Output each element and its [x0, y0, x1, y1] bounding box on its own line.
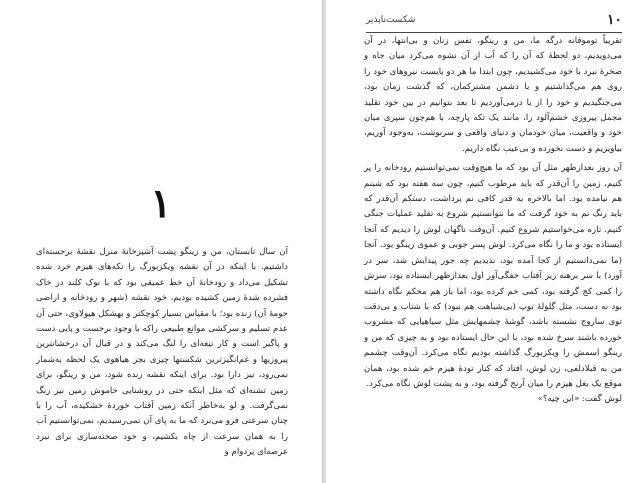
- left-page-body: [36, 245, 288, 458]
- right-page-body: [364, 34, 622, 476]
- right-paragraph: آن روز بعدازظهر مثل آن بود که ما هیچ‌وقت نمی‌توانستیم رودخانه را پر کنیم، زمین را آن‌قدر که باید مرطوب کنیم، چون سه هفته بود که شبنم هم نیامده بود. اما بالاخره به قدر کافی نم برداشت، دستکم آن‌قدر که باید رنگ نم به خود گرفت که ما نتوانستیم شروع به تقلید عملیات جنگی کنیم. تازه می‌خواستیم شروع کنیم. آن‌وقت ناگهان لوش را دیدیم که آنجا ایستاده بود و ما را نگاه می‌کرد. لوش پسر جوبی و عموی رینگو بود. آنجا (ما نمی‌دانستیم از کجا آمده بود، ندیدیم چه جور پیدایش شد، سر در آورد) با سر برهنه زیر آفتاب خفگی‌آور اول بعدازظهر ایستاده بود، سرش را کمی کج گرفته بود، کمی خم کرده بود، اما باز هم محکم نگاه داشته بود نه دست، مثل گلولهٔ توپ (بی‌شباهت هم نبود) که با شتاب و بی‌دقت توی ساروج نشسته باشد، گوشهٔ چشمهایش مثل سیاهیایی که مشروب خورده باشند سرخ شده بود، با این حال ایستاده بود و به چیزی که من و رینگو اسمش را ویکزبورگ گذاشته بودیم نگاه می‌کرد. آن‌وقت چشمم من به قبلادلفی، زن لوش، افتاد که کنار تودهٔ هیزم خم شده بود، همان موقع یک بغل هیزم را میان آرنج گرفته بود، و به پشت لوش نگاه می‌کرد.: [364, 163, 622, 389]
- chapter-number: ۱: [150, 180, 172, 227]
- left-paragraph: آن سال تابستان، من و رینگو پشت آشپزخانهٔ منزل نقشهٔ برجسته‌ای داشتیم. با اینکه در آن نقشه ویکزبورگ را تکه‌های هیزم خرد شده تشکیل می‌داد و رودخانهٔ آن خط عمیقی بود که با نوک کلند در خاک فشرده شدهٔ زمین کشیده بودیم، خود نقشه (شهر و رودخانه و اراضی حومهٔ آن) زنده بود؛ با مقیاس بسیار کوچکتر و بهشکل هیولاوی، حتی آن عدم تسلیم و سرکشی موانع طبیعی راکه با وجود برجست و پایی دست و پاگیر است و کار تیغه‌ای را لنگ می‌کند و در قبال آن درخشانترین پیروزیها و غم‌انگیزترین شکستها چیزی بجز هیاهوی یک لحظه به‌شمار نمی‌رود، نیز دارا بود. برای اینکه نقشه زنده شود، من و رینگو، برای زمین تشنه‌ای که مثل اینکه حتی در روشنایی خاموش زمین نیز رنگ نمی‌گرفت. و لو به‌خاطر آنکه زمین آفتاب خوردهٔ خشکیده، آب را با چنان سرعتی فرو می‌برد که ما به پای آن نمی‌رسیدیم، نمی‌توانستیم آب را به همان سرعت از چاه بکشیم، و خود صحنه‌سازی برای نبرد عرصه‌ای پردوام و: [36, 247, 288, 458]
- page-header: [366, 10, 622, 33]
- right-paragraph: تقریباً توموفانه درگه ما، من و رینگو، تفس زنان و بی‌انتها، در آن می‌دویدیم، دو لحظهٔ که آن را که آب از آن نشوه می‌کرد میان جاه و صخرهٔ نیرد با خود می‌کشیدیم، چون ابتدا ما هر دو بایست نیروهای خود را روی هم می‌گذاشتیم و با دشمن مشترکمان، که گذشت زمان بود، می‌جنگیدیم و خود را از یا درمی‌آوردیم تا بعد بتوانیم در بین خود تقلید مجمل پیروزی خشم‌آلود را، مانند یک تکه پارچه، با هم‌چون سپری میان خود و واقعیت، میان خودمان و دنیای واقعی و سرنوشت، به‌وجود آوریم، بیاویزیم و دست نخورده و بی‌عیب نگاه داریم.: [364, 36, 622, 154]
- running-head: شکست‌ناپذیر: [366, 15, 416, 25]
- right-page: [326, 0, 644, 483]
- page-number: ۱۰: [606, 12, 622, 28]
- dialogue-line: لوش گفت: «این چیه؟»: [537, 394, 622, 405]
